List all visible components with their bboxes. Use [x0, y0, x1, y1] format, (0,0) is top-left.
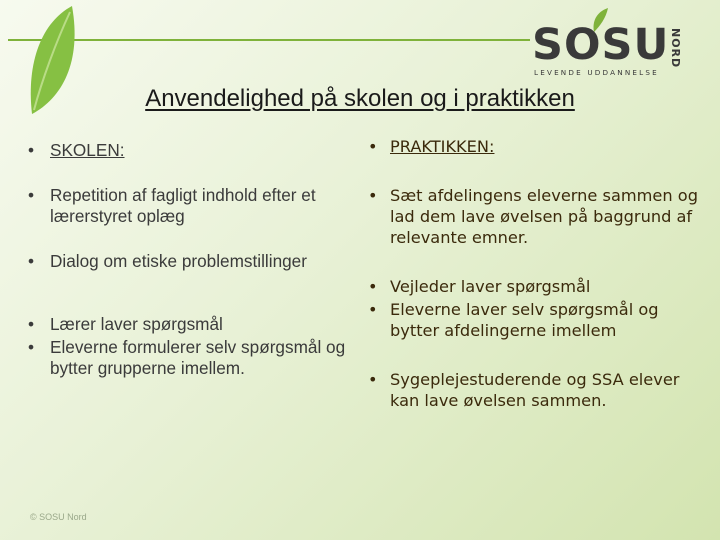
- logo-wordmark: SOSU: [532, 20, 670, 70]
- list-item: [368, 276, 708, 297]
- list-item-text: Sygeplejestuderende og SSA elever kan lave øvelsen sammen.: [390, 370, 680, 410]
- right-heading-text: PRAKTIKKEN:: [390, 137, 495, 156]
- list-item-text: Lærer laver spørgsmål: [50, 314, 223, 334]
- bullet-mark: •: [368, 277, 378, 296]
- bullet-mark: •: [28, 251, 35, 271]
- list-item-text: Sæt afdelingens eleverne sammen og lad dem lave øvelsen på baggrund af relevante emner.: [390, 186, 698, 247]
- list-item: [368, 185, 708, 248]
- list-item-text: Eleverne formulerer selv spørgsmål og bytter grupperne imellem.: [50, 337, 346, 378]
- list-item: [368, 369, 708, 411]
- bullet-mark: •: [28, 185, 35, 205]
- list-item-text: Vejleder laver spørgsmål: [390, 277, 591, 296]
- list-item-text: Eleverne laver selv spørgsmål og bytter afdelingerne imellem: [390, 300, 659, 340]
- list-item-text: Repetition af fagligt indhold efter et lærerstyret oplæg: [50, 185, 316, 226]
- bullet-mark: •: [368, 370, 378, 389]
- bullet-mark: •: [368, 186, 378, 205]
- slide-title: Anvendelighed på skolen og i praktikken: [145, 85, 575, 112]
- bullet-mark: •: [368, 137, 378, 156]
- sosu-nord-logo: [530, 6, 710, 82]
- list-item: [28, 314, 358, 335]
- left-column: [28, 140, 358, 379]
- bullet-mark: •: [28, 337, 35, 357]
- logo-tagline: LEVENDE UDDANNELSE: [534, 68, 659, 77]
- copyright-footer: © SOSU Nord: [30, 512, 87, 522]
- list-item: [368, 299, 708, 341]
- list-item: [28, 185, 358, 227]
- logo-nord-text: NORD: [669, 28, 682, 69]
- bullet-mark: •: [28, 140, 35, 160]
- list-item: [28, 251, 358, 272]
- right-heading: [368, 136, 708, 157]
- list-item-text: Dialog om etiske problemstillinger: [50, 251, 307, 271]
- right-column: [368, 136, 708, 411]
- top-divider-line: [8, 39, 530, 41]
- bullet-mark: •: [368, 300, 378, 319]
- left-heading: [28, 140, 358, 161]
- left-heading-text: SKOLEN:: [50, 140, 125, 160]
- list-item: [28, 337, 358, 379]
- bullet-mark: •: [28, 314, 35, 334]
